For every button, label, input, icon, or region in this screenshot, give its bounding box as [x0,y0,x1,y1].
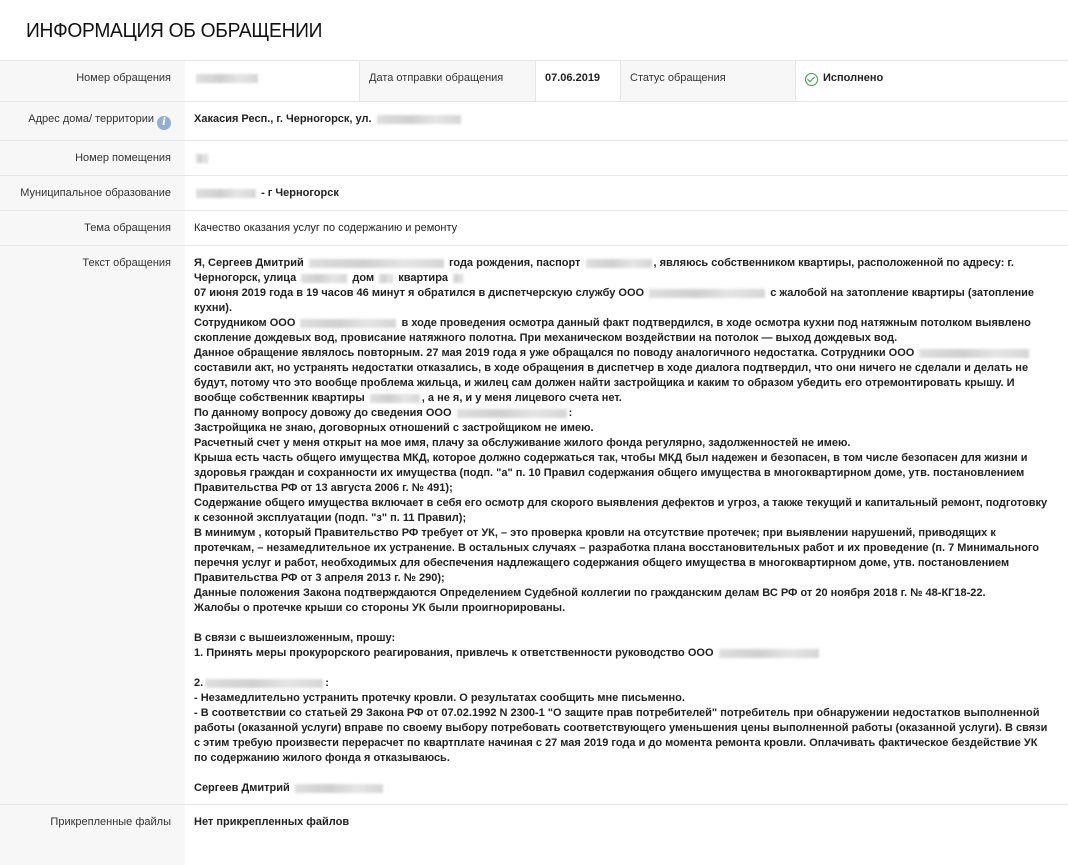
text-paragraph: - Незамедлительно устранить протечку кровли. О результатах сообщить мне письменно. [194,692,685,704]
text-paragraph: 2. : [194,677,329,689]
value-files: Нет прикрепленных файлов [194,816,350,828]
appeal-text [185,246,1068,804]
text-paragraph: Я, Сергеев Дмитрий года рождения, паспорт , являюсь собственником квартиры, расположенной по адресу: г. Черногорск, улица дом квартира [194,257,1014,284]
text-paragraph: - В соответствии со статьей 29 Закона РФ от 07.02.1992 N 2300-1 "О защите прав потребителей" потребитель при обнаружении недостатков выполненной работы (оказанной услуги) вправе по своему выбору потребовать соответствующего уменьшения цены выполненной работы (оказанной услуги). В связи с этим требую произвести перерасчет по квартплате начиная с 27 мая 2019 года и до момента ремонта кровли. Оплачивать фактическое бездействие УК по содержанию жилого фонда я отказываюсь. [194,707,1048,764]
redacted-room [196,154,208,163]
row-address [0,101,1068,140]
text-paragraph: Застройщика не знаю, договорных отношений с застройщиком не имею. [194,422,594,434]
label-text: Текст обращения [0,246,185,804]
redacted-municipality [196,189,256,198]
label-number: Номер обращения [0,61,185,101]
text-paragraph: Жалобы о протечке крыши со стороны УК были проигнорированы. [194,602,566,614]
status-value: Исполнено [823,72,884,84]
value-topic: Качество оказания услуг по содержанию и ремонту [194,222,458,234]
value-date: 07.06.2019 [536,61,621,101]
label-files: Прикрепленные файлы [0,805,185,865]
value-address [185,102,1068,140]
text-paragraph: Данное обращение являлось повторным. 27 мая 2019 года я уже обращался по поводу аналогичного недостатка. Сотрудники ООО составили акт, но устранять недостатки отказались, в ходе обращения в диспетчер в ходе диалога подтвердил, что они ничего не сделали и делать не будут, потому что это вообще проблема жильца, и жилец сам должен найти застройщика и каким то образом убедить его отремонтировать крышу. И вообще собственник квартиры , а не я, и у меня лицевого счета нет. [194,347,1029,404]
row-room [0,140,1068,175]
appeal-info-table [0,60,1068,865]
text-paragraph: Крыша есть часть общего имущества МКД, которое должно содержаться так, чтобы МКД был надежен и безопасен, в том числе безопасен для жизни и здоровья граждан и сохранности их имущества (подп. "а" п. 10 Правил содержания общего имущества в многоквартирном доме, утв. постановлением Правительства РФ от 13 августа 2006 г. № 491); [194,452,1028,494]
label-municipality: Муниципальное образование [0,176,185,210]
row-text [0,245,1068,804]
label-date: Дата отправки обращения [360,61,536,101]
text-paragraph: Данные положения Закона подтверждаются Определением Судебной коллегии по гражданским делам ВС РФ от 20 ноября 2018 г. № 48-КГ18-22. [194,587,986,599]
text-paragraph: Сотрудником ООО в ходе проведения осмотра данный факт подтвердился, в ходе осмотра кухни под натяжным потолком выявлено скопление дождевых вод, провисание натяжного полотна. При механическом воздействии на потолок — выход дождевых вод. [194,317,1031,344]
text-paragraph: По данному вопросу довожу до сведения ООО : [194,407,573,419]
text-paragraph: В связи с вышеизложенным, прошу: [194,632,396,644]
label-room: Номер помещения [0,141,185,175]
text-paragraph: В минимум , который Правительство РФ требует от УК, – это проверка кровли на отсутствие протечек; при выявлении нарушений, приводящих к протечкам, – незамедлительное их устранение. В остальных случаях – разработка плана восстановительных работ и их проведение (п. 7 Минимального перечня услуг и работ, необходимых для обеспечения надлежащего содержания общего имущества в многоквартирном доме, утв. постановлением Правительства РФ от 3 апреля 2013 г. № 290); [194,527,1039,584]
row-number-values [185,61,1068,101]
text-paragraph: Расчетный счет у меня открыт на мое имя, плачу за обслуживание жилого фонда регулярно, задолженностей не имею. [194,437,851,449]
value-number [185,61,360,101]
row-topic [0,210,1068,245]
value-room [185,141,1068,175]
text-signature: Сергеев Дмитрий [194,781,1050,796]
info-icon[interactable]: i [157,116,171,130]
address-text: Хакасия Респ., г. Черногорск, ул. [194,113,372,125]
page-title: ИНФОРМАЦИЯ ОБ ОБРАЩЕНИИ [26,20,323,42]
row-number [0,60,1068,101]
check-circle-icon [805,73,818,86]
label-address-text: Адрес дома/ территории [28,113,154,125]
text-paragraph: 1. Принять меры прокурорского реагирования, привлечь к ответственности руководство ООО [194,646,1050,661]
status-badge [796,61,1068,101]
municipality-text: - г Черногорск [261,187,339,199]
label-topic: Тема обращения [0,211,185,245]
row-municipality [0,175,1068,210]
text-paragraph: 07 июня 2019 года в 19 часов 46 минут я обратился в диспетчерскую службу ООО с жалобой на затопление квартиры (затопление кухни). [194,287,1035,314]
value-municipality [185,176,1068,210]
text-paragraph: Содержание общего имущества включает в себя его осмотр для скорого выявления дефектов и угроз, а также текущий и капитальный ремонт, подготовку к сезонной эксплуатации (подп. "з" п. 11 Правил); [194,497,1048,524]
redacted-number [196,74,258,83]
label-status: Статус обращения [621,61,796,101]
row-files [0,804,1068,865]
redacted-street [377,115,461,124]
label-address [0,102,185,140]
